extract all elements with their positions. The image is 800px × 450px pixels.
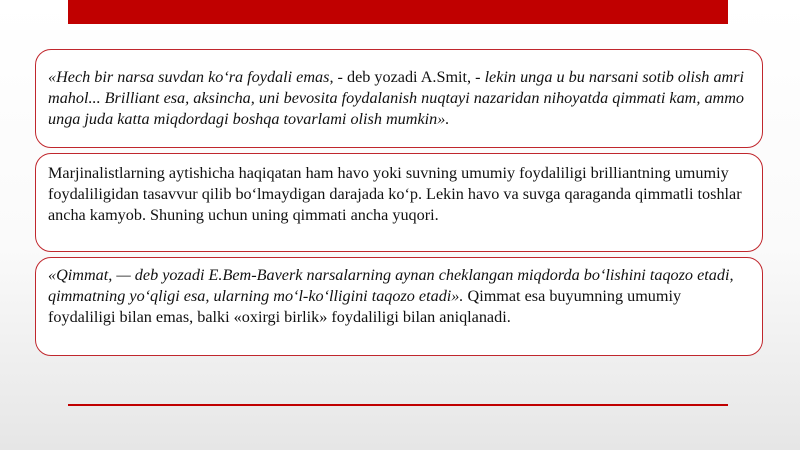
top-accent-bar bbox=[68, 0, 728, 24]
smith-attribution: - deb yozadi A.Smit, - bbox=[333, 68, 485, 86]
bottom-divider-line bbox=[68, 404, 728, 406]
quote-box-bohm-bawerk bbox=[35, 257, 763, 356]
quote-box-smith bbox=[35, 49, 763, 148]
bohm-bawerk-quote: «Qimmat, — deb yozadi E.Bem-Baverk narsalarning aynan cheklangan miqdorda bo‘lishini taqozo etadi, qimmatning yo‘qligi esa, ularning mo‘l-ko‘lligini taqozo etadi». bbox=[48, 266, 734, 305]
value-definition-text: Qimmat esa buyumning umumiy foydaliligi bilan emas, balki «oxirgi birlik» foydaliligi bilan aniqlanadi. bbox=[48, 287, 682, 326]
marginalists-paragraph: Marjinalistlarning aytishicha haqiqatan ham havo yoki suvning umumiy foydaliligi brilliantning umumiy foydaliligidan tasavvur qilib bo‘lmaydigan darajada ko‘p. Lekin havo va suvga qaraganda qimmatli toshlar ancha kamyob. Shuning uchun uning qimmati ancha yuqori. bbox=[48, 164, 742, 224]
smith-quote-end: lekin unga u bu narsani sotib olish amri mahol... Brilliant esa, aksincha, uni bevosita foydalanish nuqtayi nazaridan nihoyatda qimmati kam, ammo unga juda katta miqdordagi boshqa tovarlami olish mumkin». bbox=[48, 68, 745, 128]
smith-quote-start: «Hech bir narsa suvdan ko‘ra foydali emas, bbox=[48, 68, 334, 86]
quote-paragraph-smith bbox=[48, 67, 750, 130]
quote-paragraph-bohm-bawerk bbox=[48, 265, 750, 328]
text-box-marginalists bbox=[35, 153, 763, 252]
